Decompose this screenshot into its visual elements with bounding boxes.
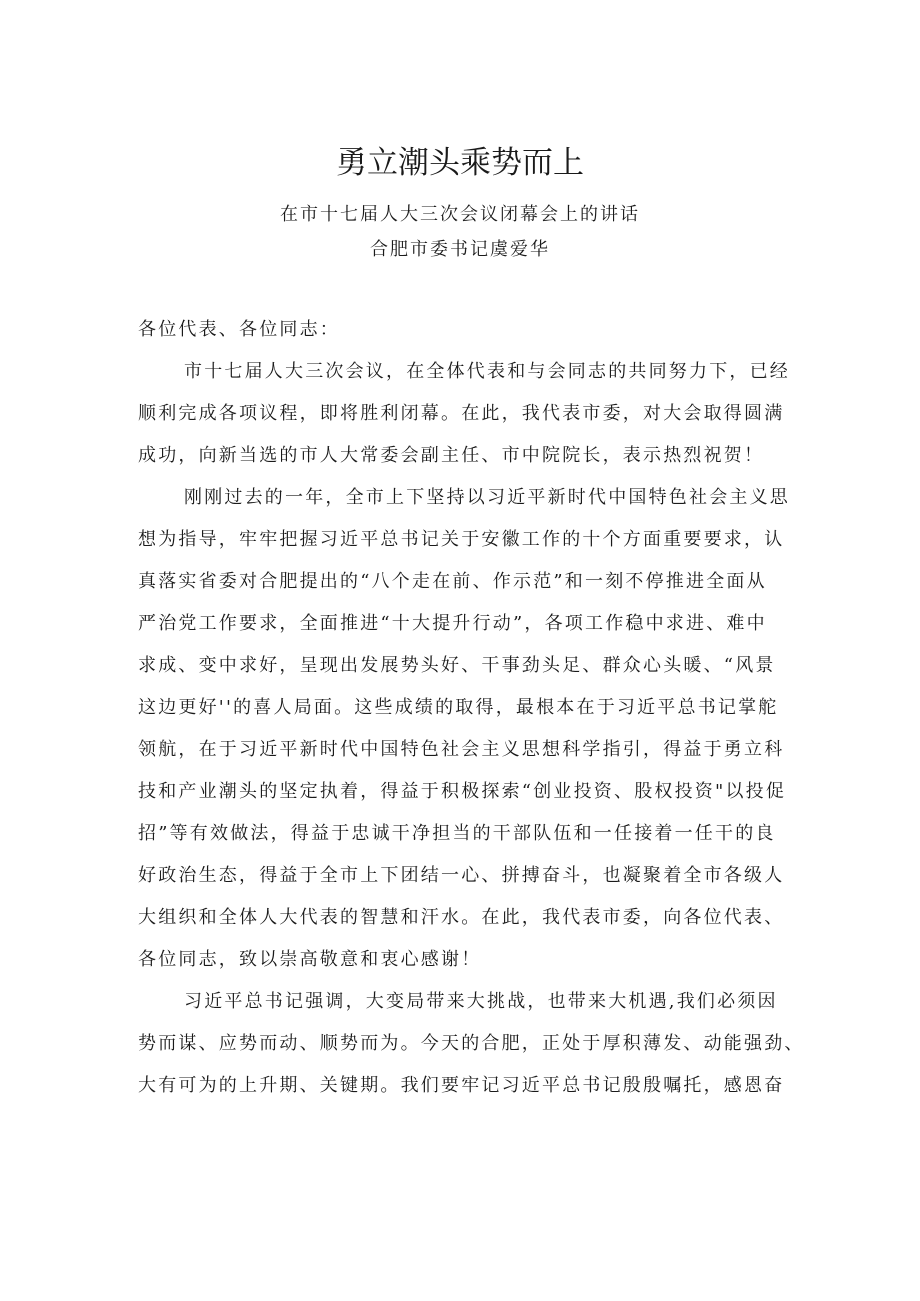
document-body [138,309,805,1107]
paragraph-line: 习近平总书记强调，大变局带来大挑战，也带来大机遇,我们必须因 [184,991,778,1012]
paragraph-line: 领航，在于习近平新时代中国特色社会主义思想科学指引，得益于勇立科 [138,739,785,760]
paragraph-line: 技和产业潮头的坚定执着，得益于积极探索“创业投资、股权投资"以投促 [138,781,787,802]
document-author: 合肥市委书记虞爱华 [370,239,550,260]
paragraph-line: 招”等有效做法，得益于忠诚干净担当的干部队伍和一任接着一任干的良 [138,823,776,844]
paragraph-2 [138,477,790,981]
paragraph-line: 各位同志，致以崇高敬意和衷心感谢！ [138,949,482,970]
paragraph-line: 大组织和全体人大代表的智慧和汗水。在此，我代表市委，向各位代表、 [138,907,785,928]
paragraph-line: 势而谋、应势而动、顺势而为。今天的合肥，正处于厚积薄发、动能强劲、 [138,1033,805,1054]
paragraph-line: 市十七届人大三次会议，在全体代表和与会同志的共同努力下，已经 [184,361,790,382]
paragraph-line: 好政治生态，得益于全市上下团结一心、拼搏奋斗，也凝聚着全市各级人 [138,865,785,886]
paragraph-line: 大有可为的上升期、关键期。我们要牢记习近平总书记殷殷嘱托，感恩奋 [138,1075,785,1096]
paragraph-line: 严治党工作要求，全面推进“十大提升行动”，各项工作稳中求进、难中 [138,613,767,634]
paragraph-line: 顺利完成各项议程，即将胜利闭幕。在此，我代表市委，对大会取得圆满 [138,403,785,424]
paragraph-line: 刚刚过去的一年，全市上下坚持以习近平新时代中国特色社会主义思 [184,487,790,508]
paragraph-line: 想为指导，牢牢把握习近平总书记关于安徽工作的十个方面重要要求，认 [138,529,785,550]
paragraph-3 [138,981,805,1107]
salutation: 各位代表、各位同志： [138,319,340,340]
paragraph-line: 求成、变中求好，呈现出发展势头好、干事劲头足、群众心头暖、“风景 [138,655,776,676]
paragraph-line: 真落实省委对合肥提出的“八个走在前、作示范”和一刻不停推进全面从 [138,571,767,592]
document-subtitle: 在市十七届人大三次会议闭幕会上的讲话 [280,204,640,225]
paragraph-line: 成功，向新当选的市人大常委会副主任、市中院院长，表示热烈祝贺！ [138,445,765,466]
document-title: 勇立潮头乘势而上 [336,145,584,181]
paragraph-line: 这边更好''的喜人局面。这些成绩的取得，最根本在于习近平总书记掌舵 [138,697,779,718]
paragraph-1 [138,351,790,477]
